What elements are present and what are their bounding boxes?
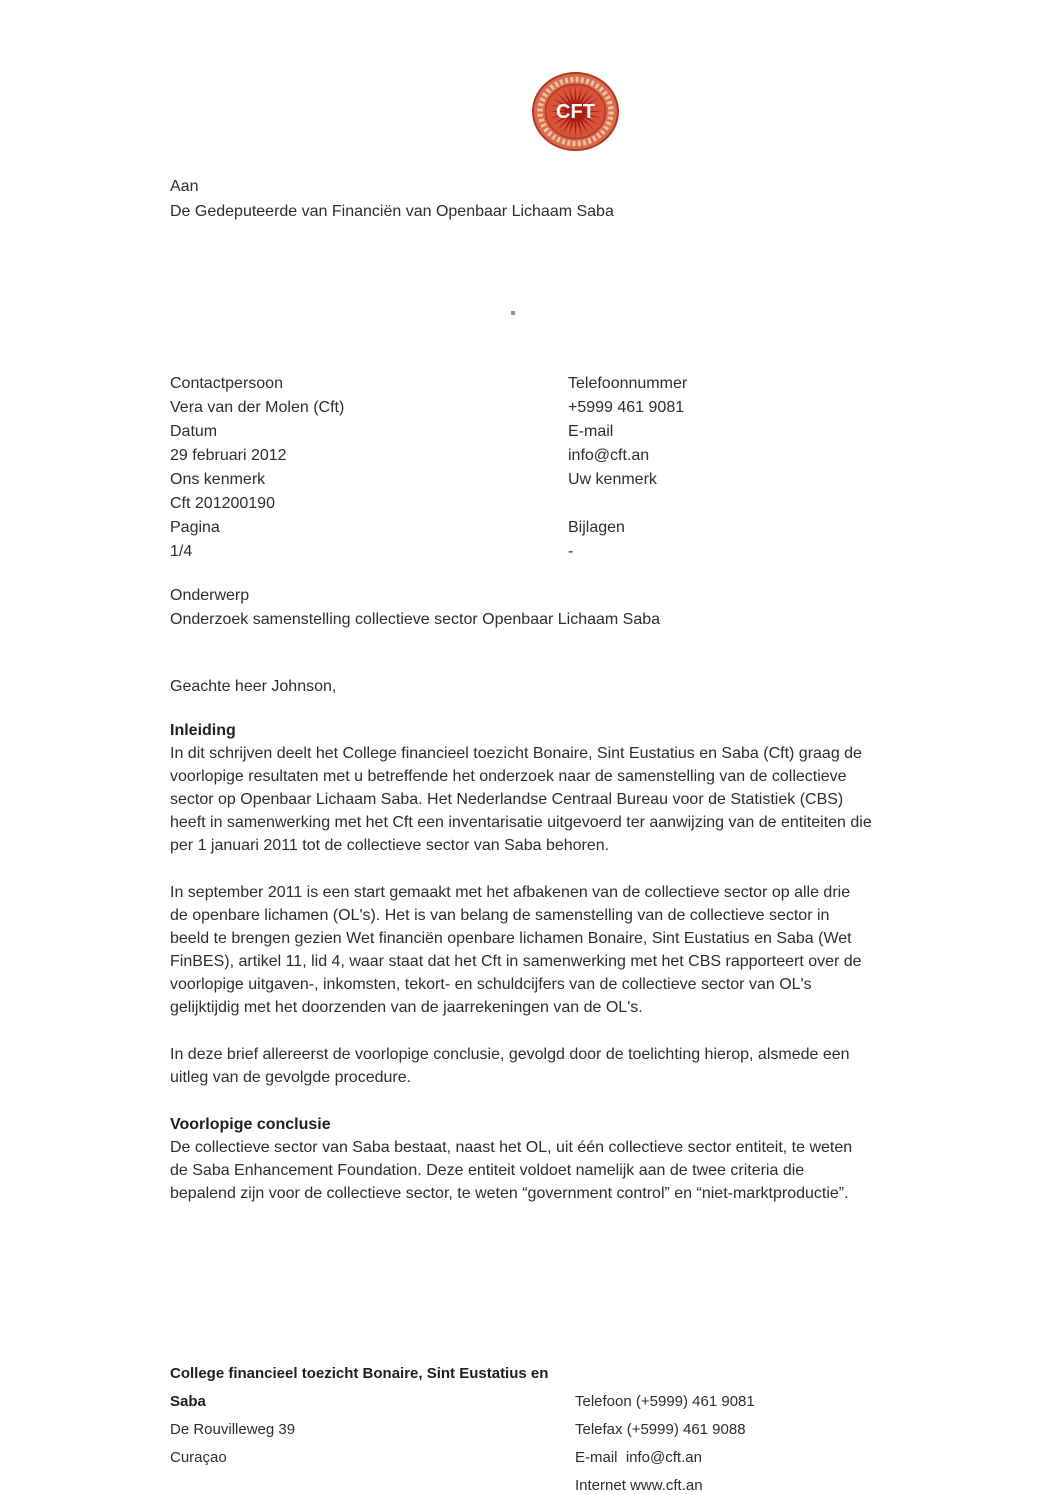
meta-value-ons-kenmerk: Cft 201200190	[170, 495, 275, 512]
meta-label-ons-kenmerk: Ons kenmerk	[170, 471, 266, 488]
recipient-name: De Gedeputeerde van Financiën van Openbaar Lichaam Saba	[170, 203, 614, 220]
meta-label-pagina: Pagina	[170, 519, 220, 536]
scan-artifact-dot	[511, 311, 515, 315]
meta-label-contactpersoon: Contactpersoon	[170, 375, 283, 392]
paragraph-1: In dit schrijven deelt het College financieel toezicht Bonaire, Sint Eustatius en Saba (Cft) graag de voorlopige resultaten met u betreffende het onderzoek naar de samenstelling van de collectieve sector op Openbaar Lichaam Saba. Het Nederlandse Centraal Bureau voor de Statistiek (CBS) heeft in samenwerking met het Cft een inventarisatie uitgevoerd ter aanwijzing van de entiteiten die per 1 januari 2011 tot de collectieve sector van Saba behoren.	[170, 745, 872, 854]
recipient-intro: Aan	[170, 178, 199, 195]
footer-internet: Internet www.cft.an	[575, 1477, 703, 1494]
meta-value-contactpersoon: Vera van der Molen (Cft)	[170, 399, 345, 416]
footer-org-name: College financieel toezicht Bonaire, Sint Eustatius en Saba	[170, 1365, 549, 1410]
footer-email: E-mail info@cft.an	[575, 1449, 702, 1466]
paragraph-3: In deze brief allereerst de voorlopige conclusie, gevolgd door de toelichting hierop, alsmede een uitleg van de gevolgde procedure.	[170, 1046, 850, 1086]
meta-value-bijlagen: -	[568, 543, 574, 560]
paragraph-2: In september 2011 is een start gemaakt met het afbakenen van de collectieve sector op alle drie de openbare lichamen (OL's). Het is van belang de samenstelling van de collectieve sector in beeld te brengen gezien Wet financiën openbare lichamen Bonaire, Sint Eustatius en Saba (Wet FinBES), artikel 11, lid 4, waar staat dat het Cft in samenwerking met het CBS rapporteert over de voorlopige uitgaven-, inkomsten, tekort- en schuldcijfers van de collectieve sector van OL's gelijktijdig met het doorzenden van de jaarrekeningen van de OL's.	[170, 884, 862, 1016]
subject-label: Onderwerp	[170, 587, 250, 604]
footer-contact-block	[575, 1388, 755, 1495]
meta-value-telefoonnummer: +5999 461 9081	[568, 399, 685, 416]
cft-logo-seal	[532, 72, 619, 151]
meta-value-uw-kenmerk	[568, 492, 687, 516]
footer-telefoon: Telefoon (+5999) 461 9081	[575, 1393, 755, 1410]
meta-label-bijlagen: Bijlagen	[568, 519, 625, 536]
cft-logo	[532, 72, 619, 151]
subject-block	[170, 584, 660, 632]
recipient-block	[170, 174, 614, 224]
section-heading-voorlopige-conclusie: Voorlopige conclusie	[170, 1116, 331, 1133]
subject-value: Onderzoek samenstelling collectieve sector Openbaar Lichaam Saba	[170, 611, 661, 628]
meta-value-pagina: 1/4	[170, 543, 193, 560]
footer-org-block	[170, 1360, 582, 1472]
meta-value-email: info@cft.an	[568, 447, 650, 464]
meta-label-datum: Datum	[170, 423, 218, 440]
meta-value-datum: 29 februari 2012	[170, 447, 287, 464]
logo-acronym: CFT	[556, 101, 595, 123]
section-heading-inleiding: Inleiding	[170, 722, 236, 739]
meta-label-telefoonnummer: Telefoonnummer	[568, 375, 688, 392]
meta-left-column	[170, 372, 344, 564]
paragraph-4: De collectieve sector van Saba bestaat, naast het OL, uit één collectieve sector entiteit, te weten de Saba Enhancement Foundation. Deze entiteit voldoet namelijk aan de twee criteria die bepalend zijn voor de collectieve sector, te weten “government control” en “niet-marktproductie”.	[170, 1139, 853, 1202]
meta-right-column	[568, 372, 687, 564]
footer-address-street: De Rouvilleweg 39	[170, 1421, 296, 1438]
meta-label-email: E-mail	[568, 423, 614, 440]
salutation: Geachte heer Johnson,	[170, 678, 337, 695]
letter-body	[170, 719, 872, 1205]
meta-label-uw-kenmerk: Uw kenmerk	[568, 471, 657, 488]
footer-address-city: Curaçao	[170, 1449, 227, 1466]
footer-telefax: Telefax (+5999) 461 9088	[575, 1421, 746, 1438]
